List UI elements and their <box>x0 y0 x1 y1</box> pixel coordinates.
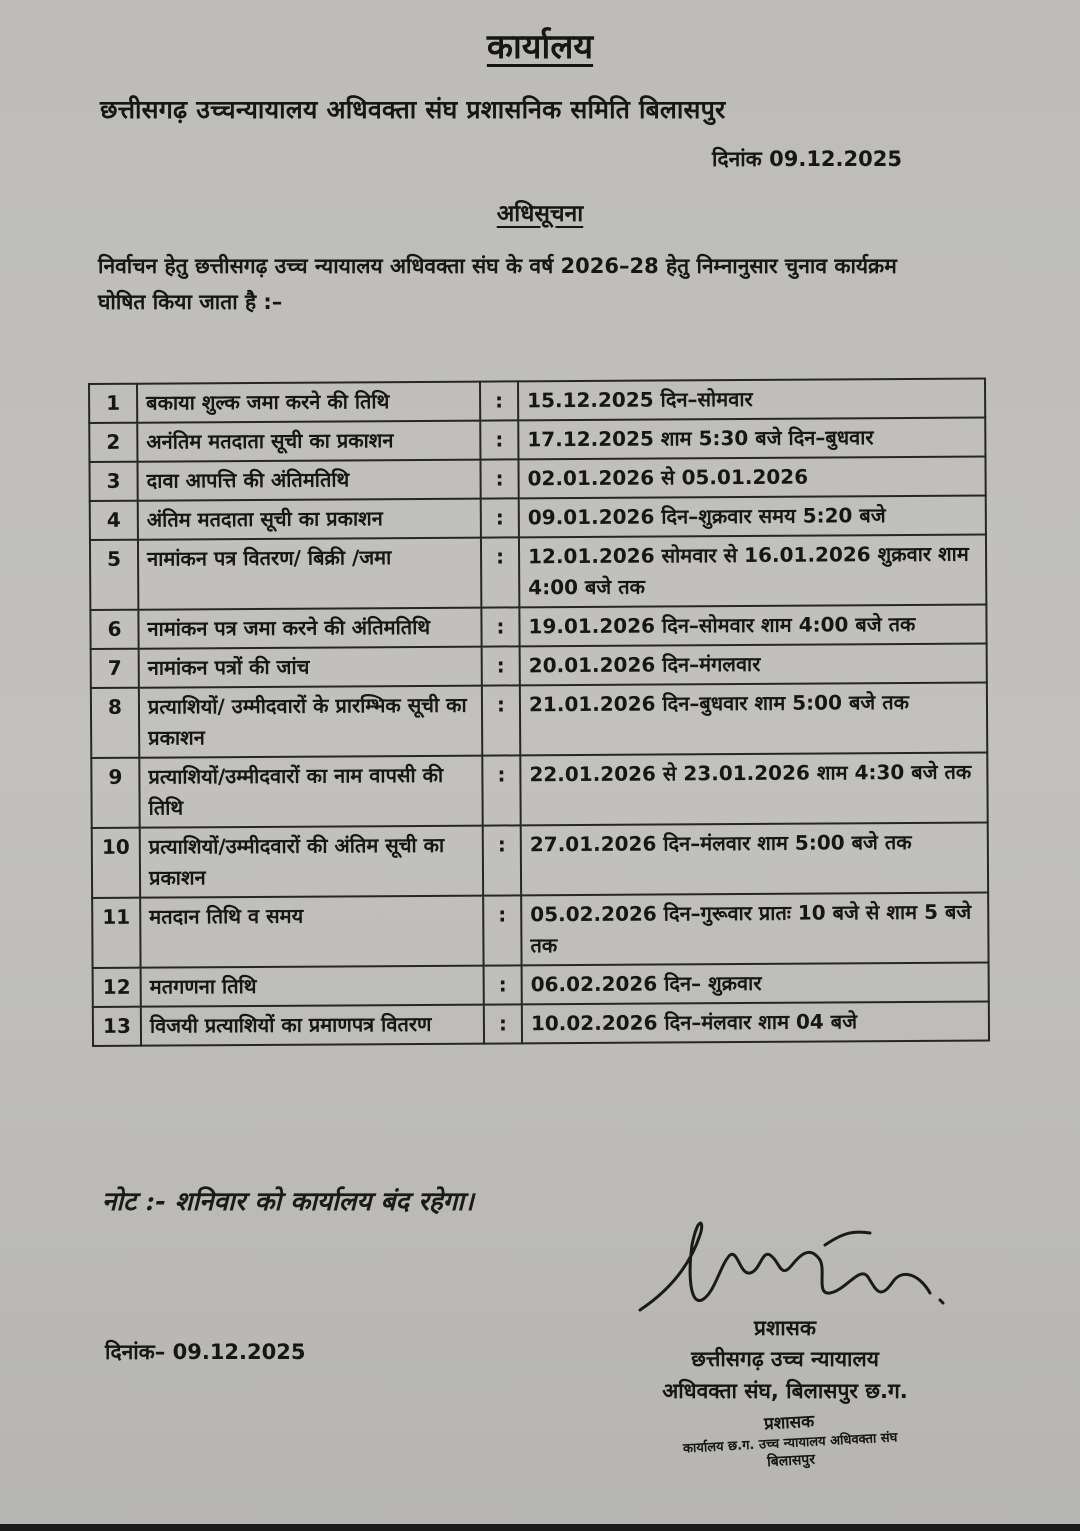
schedule-date-time: 15.12.2025 दिन–सोमवार <box>518 379 985 421</box>
schedule-separator: : <box>480 459 518 498</box>
schedule-separator: : <box>482 646 520 685</box>
schedule-body <box>89 379 989 1046</box>
schedule-date-time: 10.02.2026 दिन–मंलवार शाम 04 बजे <box>522 1002 989 1044</box>
office-title: कार्यालय <box>486 27 594 67</box>
schedule-separator: : <box>484 965 522 1004</box>
schedule-activity: प्रत्याशियों/उम्मीदवारों का नाम वापसी की तिथि <box>139 756 482 828</box>
issue-date: दिनांक 09.12.2025 <box>712 147 902 171</box>
schedule-row-number: 7 <box>91 649 139 688</box>
schedule-separator: : <box>481 498 519 537</box>
schedule-activity: अनंतिम मतदाता सूची का प्रकाशन <box>137 421 480 462</box>
schedule-row <box>91 644 987 688</box>
signatory-line-1: छत्तीसगढ़ उच्च न्यायालय <box>691 1347 879 1371</box>
schedule-date-time: 09.01.2026 दिन–शुक्रवार समय 5:20 बजे <box>519 496 986 538</box>
notification-heading: अधिसूचना <box>496 201 584 227</box>
schedule-activity: प्रत्याशियों/ उम्मीदवारों के प्रारम्भिक सूची का प्रकाशन <box>139 686 482 758</box>
schedule-row <box>90 605 986 649</box>
schedule-row <box>93 1002 989 1046</box>
schedule-date-time: 21.01.2026 दिन–बुधवार शाम 5:00 बजे तक <box>520 683 987 756</box>
handwritten-note: नोट :- शनिवार को कार्यालय बंद रहेगा। <box>102 1187 474 1217</box>
office-stamp <box>634 1402 947 1478</box>
schedule-row-number: 8 <box>91 688 139 758</box>
schedule-row-number: 4 <box>90 501 138 540</box>
schedule-date-time: 05.02.2026 दिन–गुरूवार प्रातः 10 बजे से शाम 5 बजे तक <box>521 893 988 966</box>
footer-date: दिनांक– 09.12.2025 <box>105 1340 306 1364</box>
schedule-row-number: 1 <box>89 384 137 423</box>
schedule-separator: : <box>480 381 518 420</box>
schedule-row-number: 9 <box>91 758 139 828</box>
schedule-separator: : <box>482 755 520 825</box>
schedule-date-time: 12.01.2026 सोमवार से 16.01.2026 शुक्रवार शाम 4:00 बजे तक <box>519 535 986 608</box>
schedule-separator: : <box>481 607 519 646</box>
schedule-row-number: 11 <box>92 898 140 968</box>
stamp-line-2: बिलासपुर <box>766 1451 816 1471</box>
schedule-activity: नामांकन पत्र वितरण/ बिक्री /जमा <box>138 538 481 610</box>
schedule-row <box>91 683 987 758</box>
schedule-separator: : <box>483 895 521 965</box>
schedule-date-time: 17.12.2025 शाम 5:30 बजे दिन–बुधवार <box>518 418 985 460</box>
signature <box>630 1205 960 1325</box>
schedule-row-number: 13 <box>93 1007 141 1046</box>
schedule-row-number: 12 <box>93 968 141 1007</box>
schedule-row <box>93 963 989 1007</box>
schedule-row <box>89 457 985 501</box>
organization-name: छत्तीसगढ़ उच्चन्यायालय अधिवक्ता संघ प्रशासनिक समिति बिलासपुर <box>100 95 726 124</box>
schedule-separator: : <box>481 537 519 607</box>
schedule-row-number: 3 <box>89 462 137 501</box>
schedule-row-number: 5 <box>90 540 138 610</box>
schedule-row-number: 2 <box>89 423 137 462</box>
schedule-activity: नामांकन पत्र जमा करने की अंतिमतिथि <box>138 608 481 649</box>
schedule-date-time: 02.01.2026 से 05.01.2026 <box>518 457 985 499</box>
schedule-row <box>90 535 986 610</box>
schedule-activity: मतगणना तिथि <box>141 966 484 1007</box>
schedule-row <box>89 418 985 462</box>
schedule-date-time: 22.01.2026 से 23.01.2026 शाम 4:30 बजे तक <box>520 753 987 826</box>
schedule-row <box>90 496 986 540</box>
schedule-activity: अंतिम मतदाता सूची का प्रकाशन <box>138 499 481 540</box>
schedule-row <box>92 823 988 898</box>
schedule-date-time: 06.02.2026 दिन– शुक्रवार <box>522 963 989 1005</box>
schedule-date-time: 20.01.2026 दिन–मंगलवार <box>520 644 987 686</box>
schedule-separator: : <box>482 685 520 755</box>
schedule-separator: : <box>483 825 521 895</box>
notification-intro: निर्वाचन हेतु छत्तीसगढ़ उच्च न्यायालय अधिवक्ता संघ के वर्ष 2026–28 हेतु निम्नानुसार चुनाव कार्यक्रम घोषित किया जाता है :– <box>98 254 897 314</box>
schedule-separator: : <box>480 420 518 459</box>
schedule-row <box>89 379 985 423</box>
schedule-activity: बकाया शुल्क जमा करने की तिथि <box>137 382 480 423</box>
schedule-row-number: 10 <box>92 828 140 898</box>
schedule-date-time: 27.01.2026 दिन–मंलवार शाम 5:00 बजे तक <box>521 823 988 896</box>
schedule-separator: : <box>484 1004 522 1043</box>
stamp-title: प्रशासक <box>763 1411 815 1435</box>
schedule-activity: विजयी प्रत्याशियों का प्रमाणपत्र वितरण <box>141 1005 484 1046</box>
bottom-edge <box>0 1524 1080 1531</box>
schedule-row <box>92 893 988 968</box>
schedule-activity: प्रत्याशियों/उम्मीदवारों की अंतिम सूची का प्रकाशन <box>140 826 483 898</box>
schedule-activity: दावा आपत्ति की अंतिमतिथि <box>137 460 480 501</box>
schedule-date-time: 19.01.2026 दिन–सोमवार शाम 4:00 बजे तक <box>519 605 986 647</box>
stamp-line-1: कार्यालय छ.ग. उच्च न्यायालय अधिवक्ता संघ <box>682 1430 898 1457</box>
schedule-row <box>91 753 987 828</box>
signatory-designation: प्रशासक <box>754 1316 816 1340</box>
schedule-activity: नामांकन पत्रों की जांच <box>139 647 482 688</box>
signatory-line-2: अधिवक्ता संघ, बिलासपुर छ.ग. <box>662 1379 908 1403</box>
schedule-row-number: 6 <box>90 610 138 649</box>
election-schedule-table <box>88 378 990 1047</box>
schedule-activity: मतदान तिथि व समय <box>140 896 483 968</box>
